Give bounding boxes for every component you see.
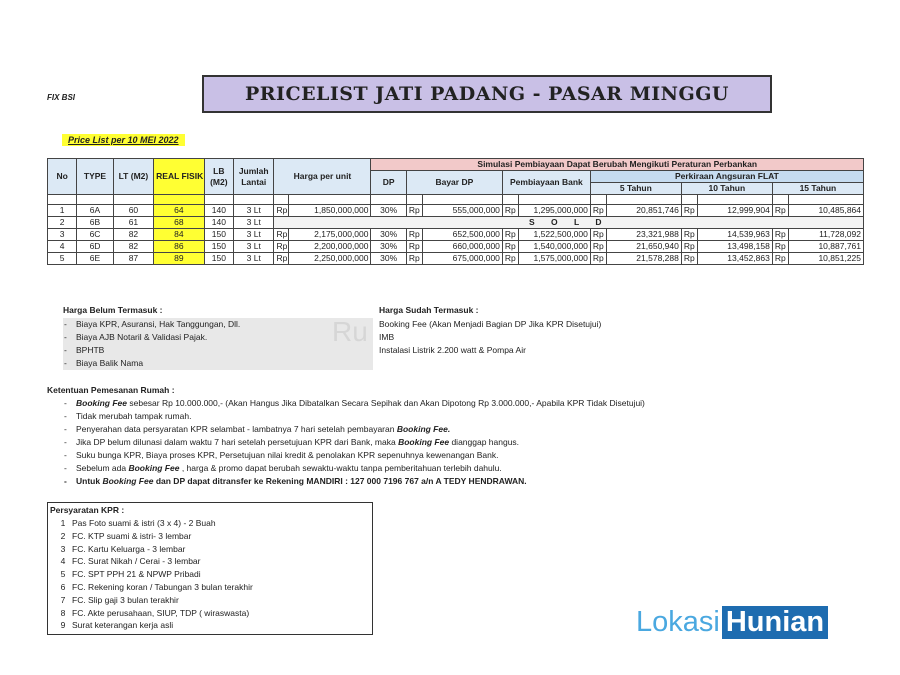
col-lb: LB (M2) <box>204 159 233 195</box>
lokasihunian-logo <box>636 606 828 639</box>
col-bank: Pembiayaan Bank <box>502 171 590 195</box>
list-item: 7 FC. Slip gaji 3 bulan terakhir <box>60 594 179 605</box>
list-item: - Suku bunga KPR, Biaya proses KPR, Persetujuan nilai kredit & penolakan KPR sepenuhnya kewenangan Bank. <box>76 449 645 462</box>
requirements-title: Persyaratan KPR : <box>50 505 125 515</box>
col-lt: LT (M2) <box>113 159 153 195</box>
table-row: 4 6D 82 86 150 3 Lt Rp 2,200,000,000 30% Rp 660,000,000 Rp 1,540,000,000 Rp 21,650,940 Rp 13,498,158 Rp 10,887,761 <box>48 241 864 253</box>
list-item: - BPHTB <box>76 344 240 357</box>
requirements-list <box>48 517 372 632</box>
table-row: 2 6B 61 68 140 3 Lt S O L D <box>48 217 864 229</box>
table-row: 5 6E 87 89 150 3 Lt Rp 2,250,000,000 30% Rp 675,000,000 Rp 1,575,000,000 Rp 21,578,288 Rp 13,452,863 Rp 10,851,225 <box>48 253 864 265</box>
list-item: - Untuk Booking Fee dan DP dapat ditransfer ke Rekening MANDIRI : 127 000 7196 767 a/n A TEDY HENDRAWAN. <box>76 475 645 488</box>
col-type: TYPE <box>77 159 113 195</box>
table-spacer-row <box>48 195 864 205</box>
included-list <box>379 318 601 357</box>
list-item: - Tidak merubah tampak rumah. <box>76 410 645 423</box>
table-row: 1 6A 60 64 140 3 Lt Rp 1,850,000,000 30% Rp 555,000,000 Rp 1,295,000,000 Rp 20,851,746 Rp 12,999,904 Rp 10,485,864 <box>48 205 864 217</box>
list-item: - Jika DP belum dilunasi dalam waktu 7 hari setelah persetujuan KPR dari Bank, maka Booking Fee dianggap hangus. <box>76 436 645 449</box>
simulation-header: Simulasi Pembiayaan Dapat Berubah Mengikuti Peraturan Perbankan <box>371 159 864 171</box>
col-dp: DP <box>371 171 406 195</box>
fix-bsi-tag: FIX BSI <box>47 93 76 102</box>
list-item: Instalasi Listrik 2.200 watt & Pompa Air <box>379 345 526 355</box>
col-bayar-dp: Bayar DP <box>406 171 502 195</box>
col-15-years: 15 Tahun <box>772 183 863 195</box>
col-no: No <box>48 159 77 195</box>
list-item: 3 FC. Kartu Keluarga - 3 lembar <box>60 543 186 554</box>
price-list-date: Price List per 10 MEI 2022 <box>62 134 185 146</box>
list-item: 9 Surat keterangan kerja asli <box>60 620 174 631</box>
list-item: 2 FC. KTP suami & istri- 3 lembar <box>60 530 192 541</box>
list-item: - Biaya KPR, Asuransi, Hak Tanggungan, Dll. <box>76 318 240 331</box>
list-item: 5 FC. SPT PPH 21 & NPWP Pribadi <box>60 569 201 580</box>
terms-list <box>76 397 645 488</box>
installment-header: Perkiraan Angsuran FLAT <box>590 171 863 183</box>
price-table <box>47 158 864 265</box>
excluded-title: Harga Belum Termasuk : <box>63 305 163 315</box>
excluded-list <box>76 318 240 370</box>
list-item: - Biaya AJB Notaril & Validasi Pajak. <box>76 331 240 344</box>
list-item: IMB <box>379 332 395 342</box>
col-floors: Jumlah Lantai <box>234 159 274 195</box>
terms-title: Ketentuan Pemesanan Rumah : <box>47 385 175 395</box>
list-item: 4 FC. Surat Nikah / Cerai - 3 lembar <box>60 556 201 567</box>
list-item: 6 FC. Rekening koran / Tabungan 3 bulan terakhir <box>60 581 253 592</box>
col-real-fisik: REAL FISIK <box>154 159 205 195</box>
list-item: - Booking Fee sebesar Rp 10.000.000,- (Akan Hangus Jika Dibatalkan Secara Sepihak dan Akan Dipotong Rp 3.000.000,- Apabila KPR Tidak Disetujui) <box>76 397 645 410</box>
list-item: Booking Fee (Akan Menjadi Bagian DP Jika KPR Disetujui) <box>379 319 602 329</box>
logo-part-hunian: Hunian <box>722 606 828 639</box>
table-row: 3 6C 82 84 150 3 Lt Rp 2,175,000,000 30% Rp 652,500,000 Rp 1,522,500,000 Rp 23,321,988 Rp 14,539,963 Rp 11,728,092 <box>48 229 864 241</box>
list-item: - Biaya Balik Nama <box>76 357 240 370</box>
list-item: 8 FC. Akte perusahaan, SIUP, TDP ( wiraswasta) <box>60 607 250 618</box>
kpr-requirements-box <box>47 502 373 635</box>
logo-part-lokasi: Lokasi <box>636 606 720 638</box>
col-10-years: 10 Tahun <box>681 183 772 195</box>
list-item: 1 Pas Foto suami & istri (3 x 4) - 2 Buah <box>60 518 216 528</box>
list-item: - Sebelum ada Booking Fee , harga & promo dapat berubah sewaktu-waktu tanpa pemberitahuan terlebih dahulu. <box>76 462 645 475</box>
page-title: PRICELIST JATI PADANG - PASAR MINGGU <box>202 75 772 113</box>
watermark: Ru <box>332 316 368 347</box>
list-item: - Penyerahan data persyaratan KPR selambat - lambatnya 7 hari setelah pembayaran Booking Fee. <box>76 423 645 436</box>
col-5-years: 5 Tahun <box>590 183 681 195</box>
sold-label: S O L D <box>274 217 864 229</box>
included-title: Harga Sudah Termasuk : <box>379 305 479 315</box>
col-price: Harga per unit <box>274 159 371 195</box>
